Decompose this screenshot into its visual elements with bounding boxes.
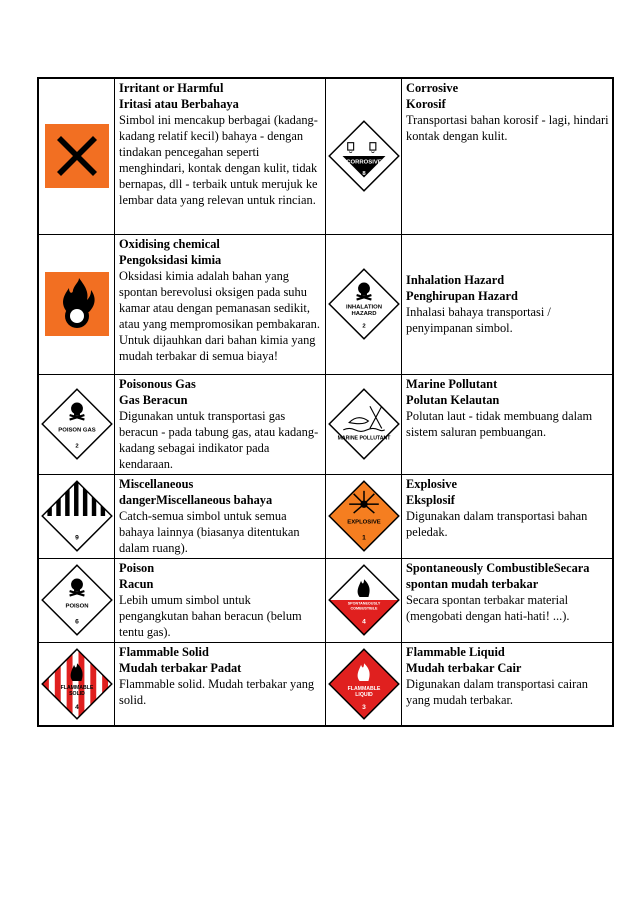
hazard-text: Oksidasi kimia adalah bahan yang spontan berevolusi oksigen pada suhu kamar atau dengan pemanasan sedikit, atau yang mempromosikan pembakaran. Untuk dijauhkan dari bahan kimia yang mudah terbakar di semua biaya! (119, 268, 320, 363)
sign-label: POISON GAS (57, 427, 96, 434)
icon-cell (326, 474, 402, 558)
table-row (38, 374, 613, 474)
hazard-title-id: spontan mudah terbakar (406, 576, 539, 591)
hazard-title-en: Flammable Liquid (406, 644, 505, 659)
inhalation-hazard-diamond-icon (327, 267, 401, 341)
table-row (38, 234, 613, 374)
hazard-text: Lebih umum simbol untuk pengangkutan bahan beracun (belum tentu gas). (119, 592, 302, 639)
hazard-text: Inhalasi bahaya transportasi / penyimpanan simbol. (406, 304, 551, 335)
hazard-title-en: Flammable Solid (119, 644, 209, 659)
sign-number: 3 (361, 703, 366, 711)
miscellaneous-stripes-diamond-icon (40, 479, 114, 553)
sign-label: POISON (65, 603, 88, 610)
hazard-description (115, 474, 326, 558)
hazard-description (115, 642, 326, 726)
sign-label: COMBUSTIBLE (349, 606, 378, 611)
hazard-description (402, 234, 614, 374)
flammable-solid-diamond-icon (40, 647, 114, 721)
hazard-title-en: Poisonous Gas (119, 376, 196, 391)
hazard-description (402, 558, 614, 642)
hazard-text: Polutan laut - tidak membuang dalam sistem saluran pembuangan. (406, 408, 593, 439)
marine-pollutant-diamond-icon (327, 387, 401, 461)
hazard-text: Secara spontan terbakar material (mengobati dengan hati-hati! ...). (406, 592, 570, 623)
icon-cell (326, 234, 402, 374)
sign-number: 9 (74, 534, 79, 542)
sign-label: HAZARD (351, 311, 376, 318)
sign-label: LIQUID (354, 691, 373, 698)
icon-cell (38, 474, 115, 558)
hazard-title-id: Racun (119, 576, 154, 591)
hazard-title-id: dangerMiscellaneous bahaya (119, 492, 273, 507)
hazard-text: Transportasi bahan korosif - lagi, hindari kontak dengan kulit. (406, 113, 609, 143)
hazard-title-en: Spontaneously CombustibleSecara (406, 560, 590, 575)
hazard-description (402, 474, 614, 558)
hazard-description (402, 374, 614, 474)
hazard-text: Catch-semua simbol untuk semua bahaya lainnya (biasanya ditentukan dalam ruang). (119, 508, 300, 555)
hazard-title-en: Poison (119, 560, 155, 575)
corrosive-diamond-icon (327, 119, 401, 193)
sign-label: FLAMMABLE (347, 685, 380, 692)
poison-gas-diamond-icon (40, 387, 114, 461)
sign-number: 6 (74, 618, 79, 626)
hazard-title-en: Oxidising chemical (119, 236, 220, 251)
hazard-title-en: Inhalation Hazard (406, 272, 505, 287)
hazard-text: Digunakan dalam transportasi cairan yang mudah terbakar. (406, 676, 589, 707)
hazard-title-en: Corrosive (406, 81, 459, 95)
hazard-title-id: Iritasi atau Berbahaya (119, 97, 239, 111)
sign-label: INHALATION (345, 304, 382, 311)
hazard-title-id: Penghirupan Hazard (406, 288, 518, 303)
sign-number: 2 (74, 443, 79, 450)
hazard-description (115, 78, 326, 234)
hazard-text: Digunakan untuk transportasi gas beracun - pada tabung gas, atau kadang-kadang sebagai indikator pada kendaraan. (119, 408, 319, 471)
sign-label: FLAMMABLE (60, 684, 93, 691)
hazard-description (402, 78, 614, 234)
spontaneously-combustible-diamond-icon (327, 563, 401, 637)
icon-cell (38, 374, 115, 474)
sign-number: 1 (361, 534, 366, 542)
hazard-text: Simbol ini mencakup berbagai (kadang-kadang relatif kecil) bahaya - dengan tindakan pencegahan seperti menghindari, kontak dengan kulit, tidak bernapas, dll - terbaik untuk merujuk ke lembar data yang relevan untuk rincian. (119, 113, 318, 207)
hazard-description (115, 558, 326, 642)
sign-label: MARINE POLLUTANT (337, 435, 390, 442)
table-row (38, 558, 613, 642)
hazard-description (115, 374, 326, 474)
icon-cell (38, 78, 115, 234)
hazard-text: Flammable solid. Mudah terbakar yang solid. (119, 676, 315, 707)
hazard-title-en: Irritant or Harmful (119, 81, 224, 95)
hazard-title-id: Pengoksidasi kimia (119, 252, 222, 267)
hazard-title-id: Mudah terbakar Cair (406, 660, 522, 675)
harmful-x-icon (45, 124, 109, 188)
hazard-title-en: Miscellaneous (119, 476, 194, 491)
hazard-symbols-table (37, 77, 614, 727)
sign-number: 4 (361, 618, 366, 626)
hazard-title-en: Explosive (406, 476, 457, 491)
hazard-description (402, 642, 614, 726)
oxidising-flame-icon (45, 272, 109, 336)
table-row (38, 474, 613, 558)
hazard-title-id: Mudah terbakar Padat (119, 660, 242, 675)
sign-number: 8 (361, 171, 366, 178)
sign-label: SPONTANEOUSLY (347, 601, 380, 606)
hazard-title-id: Polutan Kelautan (406, 392, 500, 407)
table-row (38, 78, 613, 234)
icon-cell (38, 234, 115, 374)
sign-number: 4 (74, 703, 79, 711)
explosive-diamond-icon (327, 479, 401, 553)
hazard-text: Digunakan dalam transportasi bahan peledak. (406, 508, 588, 539)
poison-diamond-icon (40, 563, 114, 637)
hazard-title-en: Marine Pollutant (406, 376, 498, 391)
icon-cell (326, 642, 402, 726)
sign-number: 2 (361, 323, 366, 330)
hazard-title-id: Gas Beracun (119, 392, 188, 407)
hazard-description (115, 234, 326, 374)
hazard-title-id: Korosif (406, 97, 446, 111)
sign-label: SOLID (68, 690, 85, 697)
sign-label: EXPLOSIVE (346, 519, 381, 526)
icon-cell (38, 558, 115, 642)
icon-cell (326, 374, 402, 474)
icon-cell (326, 558, 402, 642)
table-row (38, 642, 613, 726)
flammable-liquid-diamond-icon (327, 647, 401, 721)
sign-label: CORROSIVE (345, 159, 382, 166)
icon-cell (326, 78, 402, 234)
icon-cell (38, 642, 115, 726)
hazard-title-id: Eksplosif (406, 492, 455, 507)
